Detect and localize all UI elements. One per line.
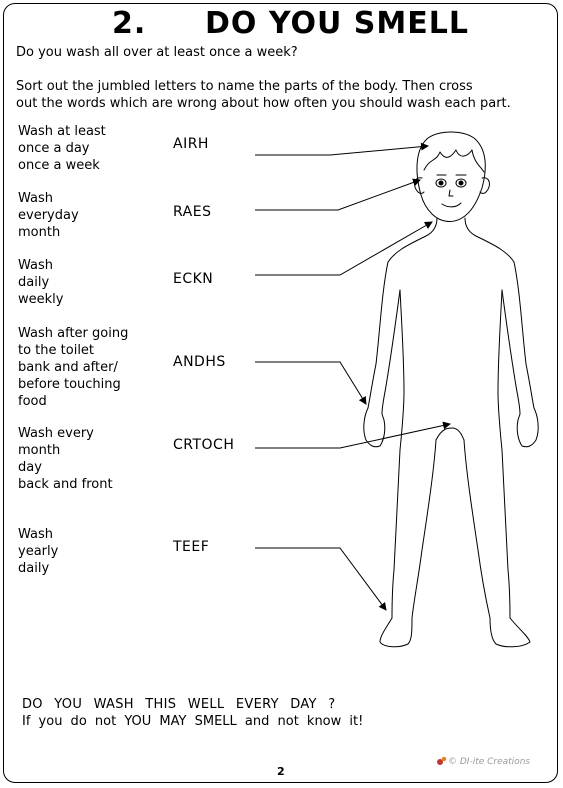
jumbled-word-ears: RAES bbox=[173, 204, 212, 220]
footer-question: DO YOU WASH THIS WELL EVERY DAY ? bbox=[22, 697, 336, 712]
option-text: Wash at least bbox=[18, 124, 106, 139]
arrow-neck bbox=[255, 222, 432, 275]
option-text[interactable]: month bbox=[18, 225, 61, 240]
option-text[interactable]: yearly bbox=[18, 544, 59, 559]
option-text: back and front bbox=[18, 477, 113, 492]
page-title: DO YOU SMELL bbox=[205, 6, 469, 41]
option-text: Wash after going bbox=[18, 326, 129, 341]
worksheet-number: 2. bbox=[112, 6, 147, 41]
jumbled-word-hair: AIRH bbox=[173, 136, 209, 152]
option-text[interactable]: bank and after/ bbox=[18, 360, 118, 375]
jumbled-word-hands: ANDHS bbox=[173, 354, 226, 370]
intro-question: Do you wash all over at least once a week? bbox=[16, 45, 298, 60]
arrow-ears bbox=[255, 180, 420, 210]
option-text: to the toilet bbox=[18, 343, 95, 358]
option-text[interactable]: everyday bbox=[18, 208, 79, 223]
instruction-line: Sort out the jumbled letters to name the parts of the body. Then cross bbox=[16, 79, 473, 94]
option-text: Wash every bbox=[18, 426, 94, 441]
footer-warning: If you do not YOU MAY SMELL and not know it! bbox=[22, 714, 364, 729]
instruction-line: out the words which are wrong about how often you should wash each part. bbox=[16, 96, 511, 111]
option-text[interactable]: before touching bbox=[18, 377, 121, 392]
jumbled-word-neck: ECKN bbox=[173, 271, 214, 287]
page-number: 2 bbox=[277, 765, 285, 778]
option-text[interactable]: month bbox=[18, 443, 61, 458]
option-text: food bbox=[18, 394, 47, 409]
jumbled-word-crotch: CRTOCH bbox=[173, 437, 235, 453]
option-text[interactable]: weekly bbox=[18, 292, 64, 307]
arrow-hands bbox=[255, 362, 366, 404]
option-text: Wash bbox=[18, 191, 54, 206]
creator-logo-icon bbox=[436, 755, 448, 767]
option-text[interactable]: once a day bbox=[18, 141, 90, 156]
option-text[interactable]: daily bbox=[18, 275, 50, 290]
arrow-hair bbox=[255, 146, 428, 155]
option-text[interactable]: day bbox=[18, 460, 42, 475]
arrow-feet bbox=[255, 548, 386, 610]
option-text: Wash bbox=[18, 527, 54, 542]
option-text: Wash bbox=[18, 258, 54, 273]
option-text[interactable]: once a week bbox=[18, 158, 100, 173]
creator-credit: © DI-ite Creations bbox=[448, 757, 531, 767]
jumbled-word-feet: TEEF bbox=[173, 539, 210, 555]
option-text[interactable]: daily bbox=[18, 561, 50, 576]
arrow-crotch bbox=[255, 424, 450, 448]
